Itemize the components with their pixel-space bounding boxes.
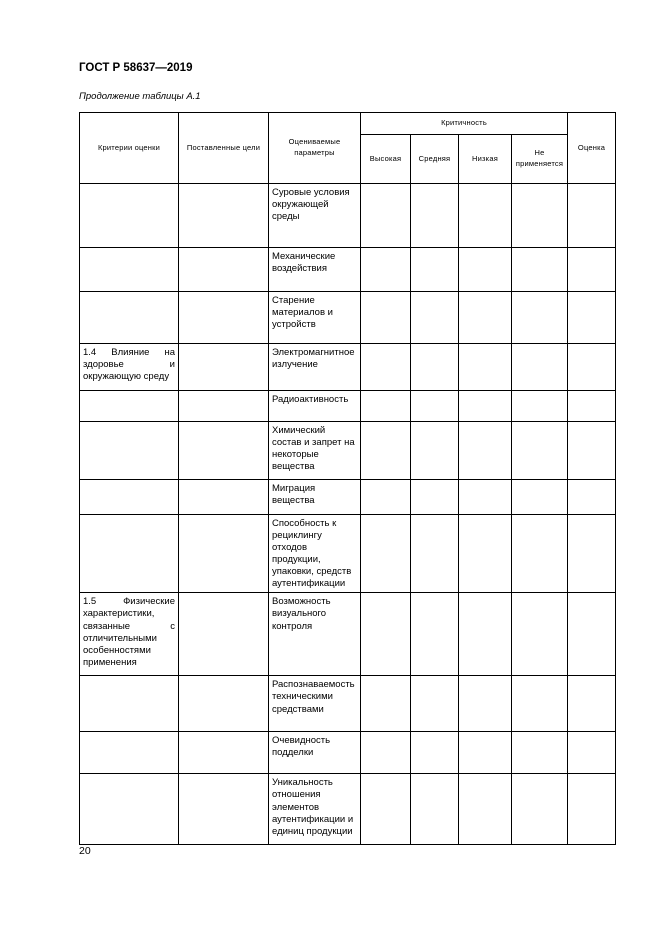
parameter-cell: Химический состав и запрет на некоторые вещества — [269, 422, 361, 480]
assessment-cell — [568, 676, 616, 732]
not-applicable-cell — [512, 676, 568, 732]
medium-cell — [411, 480, 459, 515]
low-cell — [459, 422, 512, 480]
table-row — [80, 774, 616, 845]
table-row — [80, 248, 616, 292]
criterion-cell — [80, 292, 179, 344]
high-cell — [361, 593, 411, 676]
table-row — [80, 515, 616, 593]
high-cell — [361, 184, 411, 248]
high-cell — [361, 480, 411, 515]
header-criteria: Критерии оценки — [80, 113, 179, 184]
table-row — [80, 391, 616, 422]
low-cell — [459, 515, 512, 593]
assessment-cell — [568, 344, 616, 391]
table-row — [80, 344, 616, 391]
criterion-cell: 1.5 Физические характеристики, связанные с отличительными особенностями применения — [80, 593, 179, 676]
medium-cell — [411, 732, 459, 774]
low-cell — [459, 344, 512, 391]
assessment-cell — [568, 774, 616, 845]
table-row — [80, 292, 616, 344]
not-applicable-cell — [512, 344, 568, 391]
header-parameters: Оцениваемые параметры — [269, 113, 361, 184]
not-applicable-cell — [512, 515, 568, 593]
assessment-cell — [568, 515, 616, 593]
high-cell — [361, 515, 411, 593]
low-cell — [459, 184, 512, 248]
medium-cell — [411, 676, 459, 732]
parameter-cell: Уникальность отношения элементов аутентификации и единиц продукции — [269, 774, 361, 845]
high-cell — [361, 774, 411, 845]
criterion-cell — [80, 774, 179, 845]
medium-cell — [411, 248, 459, 292]
table-caption: Продолжение таблицы А.1 — [79, 91, 201, 102]
table-row — [80, 593, 616, 676]
goal-cell — [179, 732, 269, 774]
header-criticality: Критичность — [361, 113, 568, 135]
medium-cell — [411, 774, 459, 845]
criterion-cell — [80, 391, 179, 422]
goal-cell — [179, 676, 269, 732]
high-cell — [361, 422, 411, 480]
low-cell — [459, 248, 512, 292]
goal-cell — [179, 391, 269, 422]
assessment-cell — [568, 593, 616, 676]
not-applicable-cell — [512, 480, 568, 515]
criterion-cell — [80, 184, 179, 248]
goal-cell — [179, 184, 269, 248]
medium-cell — [411, 593, 459, 676]
goal-cell — [179, 593, 269, 676]
parameter-cell: Радиоактивность — [269, 391, 361, 422]
parameter-cell: Способность к рециклингу отходов продукции, упаковки, средств аутентификации — [269, 515, 361, 593]
goal-cell — [179, 344, 269, 391]
not-applicable-cell — [512, 248, 568, 292]
medium-cell — [411, 422, 459, 480]
not-applicable-cell — [512, 593, 568, 676]
goal-cell — [179, 248, 269, 292]
not-applicable-cell — [512, 184, 568, 248]
not-applicable-cell — [512, 732, 568, 774]
table-row — [80, 184, 616, 248]
medium-cell — [411, 292, 459, 344]
medium-cell — [411, 344, 459, 391]
low-cell — [459, 774, 512, 845]
assessment-cell — [568, 184, 616, 248]
table-row — [80, 676, 616, 732]
header-low: Низкая — [459, 135, 512, 184]
criterion-cell — [80, 422, 179, 480]
goal-cell — [179, 422, 269, 480]
medium-cell — [411, 184, 459, 248]
parameter-cell: Старение материалов и устройств — [269, 292, 361, 344]
assessment-cell — [568, 391, 616, 422]
low-cell — [459, 676, 512, 732]
criterion-cell — [80, 248, 179, 292]
parameter-cell: Суровые условия окружающей среды — [269, 184, 361, 248]
criterion-cell — [80, 676, 179, 732]
header-high: Высокая — [361, 135, 411, 184]
high-cell — [361, 292, 411, 344]
parameter-cell: Миграция вещества — [269, 480, 361, 515]
parameter-cell: Электромагнитное излучение — [269, 344, 361, 391]
table-row — [80, 480, 616, 515]
goal-cell — [179, 774, 269, 845]
criteria-table — [79, 112, 616, 845]
criterion-cell — [80, 480, 179, 515]
medium-cell — [411, 515, 459, 593]
parameter-cell: Распознаваемость техническими средствами — [269, 676, 361, 732]
low-cell — [459, 480, 512, 515]
goal-cell — [179, 292, 269, 344]
low-cell — [459, 732, 512, 774]
document-header: ГОСТ Р 58637—2019 — [79, 62, 193, 74]
assessment-cell — [568, 732, 616, 774]
table-row — [80, 422, 616, 480]
criterion-cell — [80, 515, 179, 593]
assessment-cell — [568, 422, 616, 480]
low-cell — [459, 391, 512, 422]
criterion-cell: 1.4 Влияние на здоровье и окружающую среду — [80, 344, 179, 391]
header-assessment: Оценка — [568, 113, 616, 184]
goal-cell — [179, 515, 269, 593]
parameter-cell: Очевидность подделки — [269, 732, 361, 774]
table-row — [80, 732, 616, 774]
low-cell — [459, 292, 512, 344]
not-applicable-cell — [512, 422, 568, 480]
page-number: 20 — [79, 845, 91, 857]
assessment-cell — [568, 248, 616, 292]
low-cell — [459, 593, 512, 676]
high-cell — [361, 248, 411, 292]
high-cell — [361, 732, 411, 774]
not-applicable-cell — [512, 391, 568, 422]
goal-cell — [179, 480, 269, 515]
header-goals: Поставленные цели — [179, 113, 269, 184]
parameter-cell: Механические воздействия — [269, 248, 361, 292]
not-applicable-cell — [512, 292, 568, 344]
high-cell — [361, 676, 411, 732]
criterion-cell — [80, 732, 179, 774]
header-medium: Средняя — [411, 135, 459, 184]
assessment-cell — [568, 480, 616, 515]
medium-cell — [411, 391, 459, 422]
header-not-applicable: Не применяется — [512, 135, 568, 184]
not-applicable-cell — [512, 774, 568, 845]
high-cell — [361, 391, 411, 422]
high-cell — [361, 344, 411, 391]
assessment-cell — [568, 292, 616, 344]
parameter-cell: Возможность визуального контроля — [269, 593, 361, 676]
